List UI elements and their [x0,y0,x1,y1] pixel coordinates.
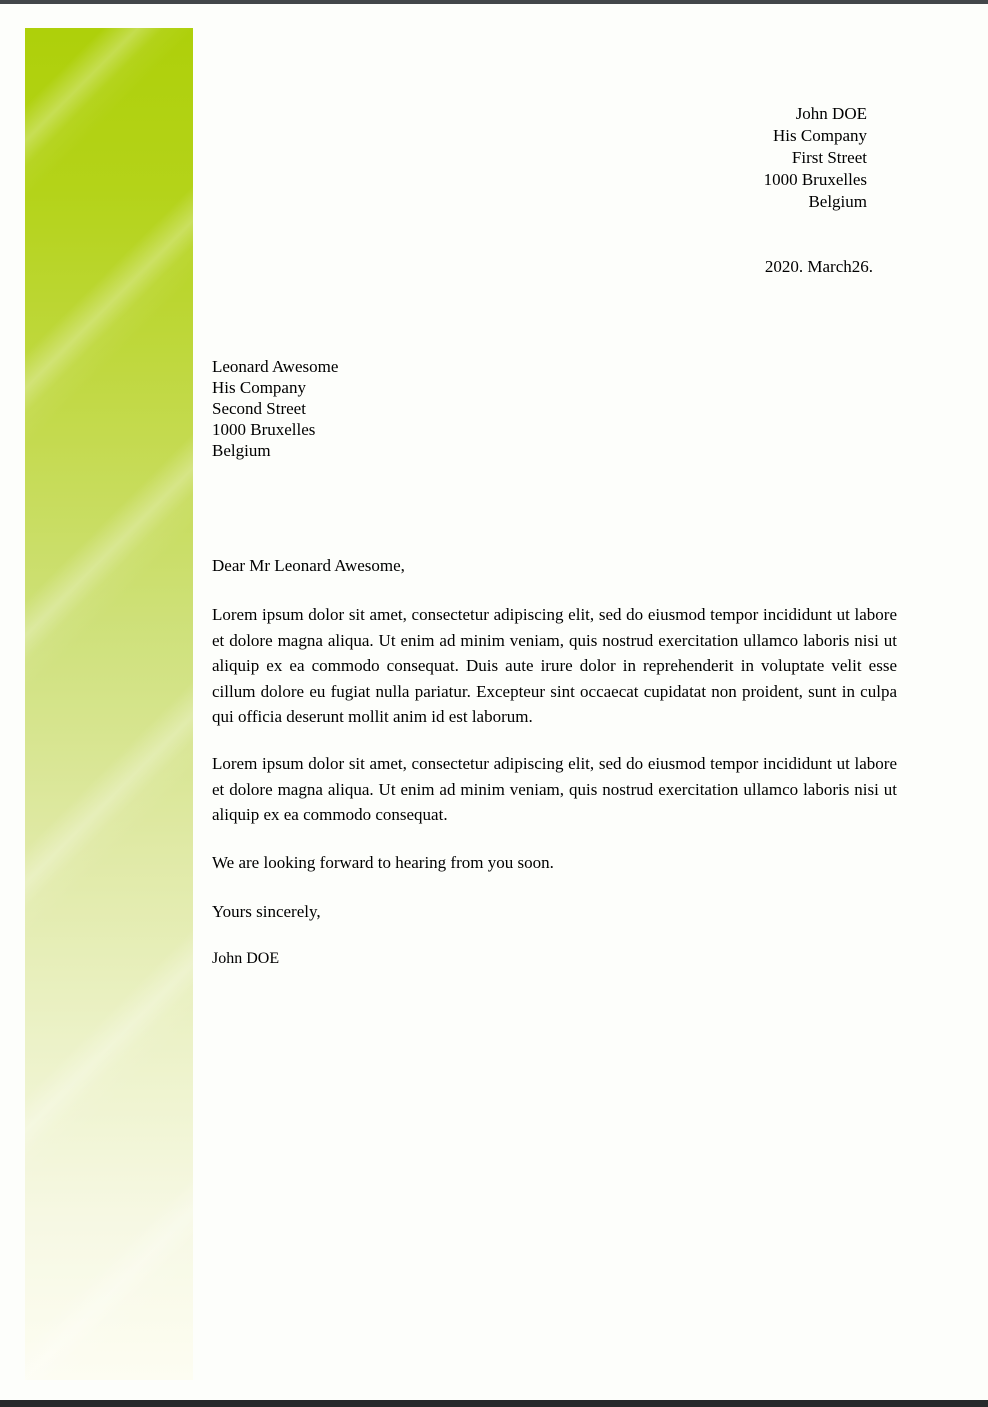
sender-city: 1000 Bruxelles [763,170,867,189]
recipient-name: Leonard Awesome [212,357,339,376]
page-top-border [0,0,988,4]
recipient-address-block [212,356,338,461]
body-paragraph-1: Lorem ipsum dolor sit amet, consectetur adipiscing elit, sed do eiusmod tempor incididunt ut labore et dolore magna aliqua. Ut enim ad minim veniam, quis nostrud exercitation ullamco laboris nisi ut aliquip ex ea commodo consequat. Duis aute irure dolor in reprehenderit in voluptate velit esse cillum dolore eu fugiat nulla pariatur. Excepteur sint occaecat cupidatat non proident, sunt in culpa qui officia deserunt mollit anim id est laborum. [212,605,897,726]
sender-name: John DOE [795,104,867,123]
body-paragraph-2: Lorem ipsum dolor sit amet, consectetur adipiscing elit, sed do eiusmod tempor incididunt ut labore et dolore magna aliqua. Ut enim ad minim veniam, quis nostrud exercitation ullamco laboris nisi ut aliquip ex ea commodo consequat. [212,754,897,824]
sender-address-block [764,103,867,213]
recipient-street: Second Street [212,399,306,418]
closing-line: We are looking forward to hearing from you soon. [212,853,554,872]
sender-street: First Street [791,148,867,167]
signature-name: John DOE [212,950,280,967]
valediction-line: Yours sincerely, [212,902,321,921]
recipient-city: 1000 Bruxelles [212,420,316,439]
page-bottom-border [0,1400,988,1407]
recipient-country: Belgium [212,441,271,460]
sender-company: His Company [773,126,867,145]
recipient-company: His Company [212,378,306,397]
salutation-line: Dear Mr Leonard Awesome, [212,556,405,575]
green-accent-bar [25,28,193,1380]
sender-country: Belgium [808,192,867,211]
letter-date: 2020. March26. [764,257,873,276]
